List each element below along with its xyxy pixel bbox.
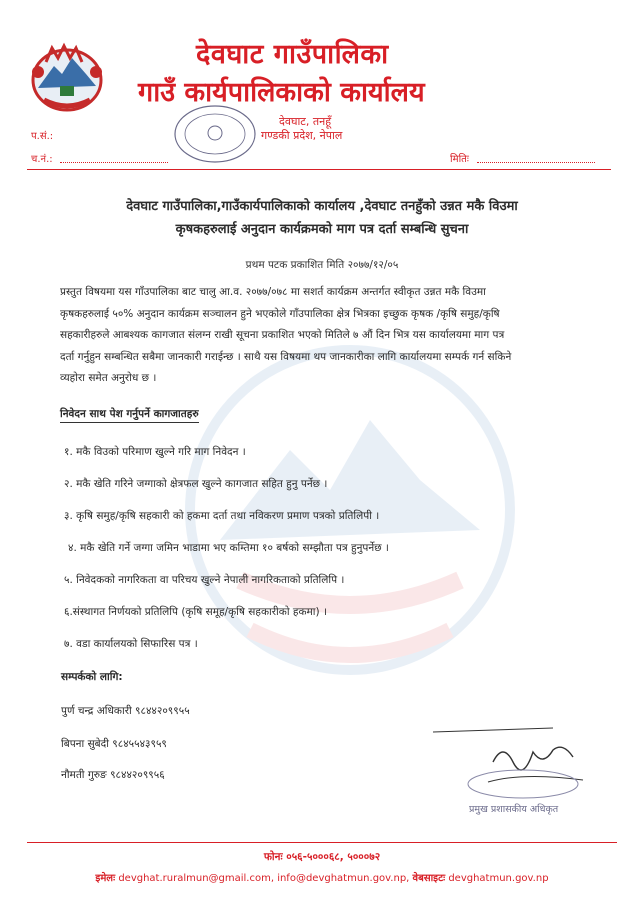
address-line2: गण्डकी प्रदेश, नेपाल xyxy=(261,129,343,142)
notice-body xyxy=(60,282,605,390)
nepal-emblem-icon xyxy=(26,38,108,116)
date-label: मितिः xyxy=(450,154,469,165)
document-item: ३. कृषि समुह/कृषि सहकारी को हकमा दर्ता तथा नविकरण प्रमाण पत्रको प्रतिलिपी । xyxy=(64,510,380,522)
contact-heading: सम्पर्कको लागि: xyxy=(61,671,123,683)
body-line: व्यहोरा समेत अनुरोध छ । xyxy=(60,372,157,385)
published-date: प्रथम पटक प्रकाशित मिति २०७७/१२/०५ xyxy=(245,259,399,271)
document-item: ५. निवेदकको नागरिकता वा परिचय खुल्ने नेपाली नागरिकताको प्रतिलिपि । xyxy=(64,574,345,586)
email-label: इमेलः xyxy=(95,873,116,884)
document-item: १. मकै विउको परिमाण खुल्ने गरि माग निवेदन । xyxy=(64,446,246,458)
office-name-line2: गाउँ कार्यपालिकाको कार्यालय xyxy=(138,77,425,108)
office-name-line1: देवघाट गाउँपालिका xyxy=(196,39,389,70)
notice-title-line1: देवघाट गाउँपालिका,गाउँकार्यपालिकाको कार्यालय ,देवघाट तनहुँको उन्नत मकै विउमा xyxy=(126,199,518,214)
body-line: कृषकहरुलाई ५०% अनुदान कार्यक्रम सञ्चालन हुने भएकोले गाँउपालिका क्षेत्र भित्रका इच्छुक कृषक /कृषि समुह/कृषि xyxy=(60,307,500,320)
notice-title-line2: कृषकहरुलाई अनुदान कार्यक्रमको माग पत्र दर्ता सम्बन्धि सुचना xyxy=(175,222,469,237)
dispatch-number-line xyxy=(60,162,168,163)
contact-person: नौमती गुरुङ ९८४४२०९९५६ xyxy=(61,769,165,781)
document-item: ६.संस्थागत निर्णयको प्रतिलिपि (कृषि समूह/कृषि सहकारीको हकमा) । xyxy=(64,606,327,618)
dispatch-number-label: च.नं.: xyxy=(31,154,53,165)
body-line: प्रस्तुत विषयमा यस गाँउपालिका बाट चालु आ.व. २०७७/०७८ मा सशर्त कार्यक्रम अन्तर्गत स्वीकृत उन्नत मकै विउमा xyxy=(60,286,486,298)
reference-number-label: प.सं.: xyxy=(31,131,54,142)
footer-divider xyxy=(27,842,617,843)
header-divider xyxy=(27,169,611,170)
footer-phone: फोनः ०५६-५०००६८, ५०००७२ xyxy=(263,851,381,863)
address-line1: देवघाट, तनहूँ xyxy=(279,115,332,128)
date-line xyxy=(477,162,595,163)
documents-heading: निवेदन साथ पेश गर्नुपर्ने कागजातहरु xyxy=(60,407,199,423)
contact-person: पुर्ण चन्द्र अधिकारी ९८४४२०९९५५ xyxy=(61,705,190,717)
body-line: सहकारीहरुले आबश्यक कागजात संलग्न राखी सूचना प्रकाशित भएको मितिले ७ औं दिन भित्र यस कार्यालयमा माग पत्र xyxy=(60,329,505,342)
office-stamp xyxy=(172,103,258,165)
signature-block xyxy=(433,722,613,822)
website-label: वेबसाइटः xyxy=(412,873,446,884)
signature-title: प्रमुख प्रशासकीय अधिकृत xyxy=(469,804,559,815)
document-item: ७. वडा कार्यालयको सिफारिस पत्र । xyxy=(64,638,198,650)
footer-contact-line xyxy=(0,870,644,884)
footer-website[interactable]: devghatmun.gov.np xyxy=(448,873,549,884)
contact-person: बिपना सुबेदी ९८४५५४३९५९ xyxy=(61,738,167,750)
document-item: २. मकै खेति गरिने जग्गाको क्षेत्रफल खुल्ने कागजात सहित हुनु पर्नेछ । xyxy=(64,478,328,490)
body-line: दर्ता गर्नुहुन सम्बन्धित सबैमा जानकारी गराईन्छ । साथै यस विषयमा थप जानकारीका लागि कार्यालयमा सम्पर्क गर्न सकिने xyxy=(60,350,512,363)
signature-scribble xyxy=(433,722,613,802)
footer-emails[interactable]: devghat.ruralmun@gmail.com, info@devghatmun.gov.np, xyxy=(118,873,410,884)
document-item: ४. मकै खेति गर्ने जग्गा जमिन भाडामा भए कम्तिमा १० बर्षको सम्झौता पत्र हुनुपर्नेछ । xyxy=(68,542,389,554)
